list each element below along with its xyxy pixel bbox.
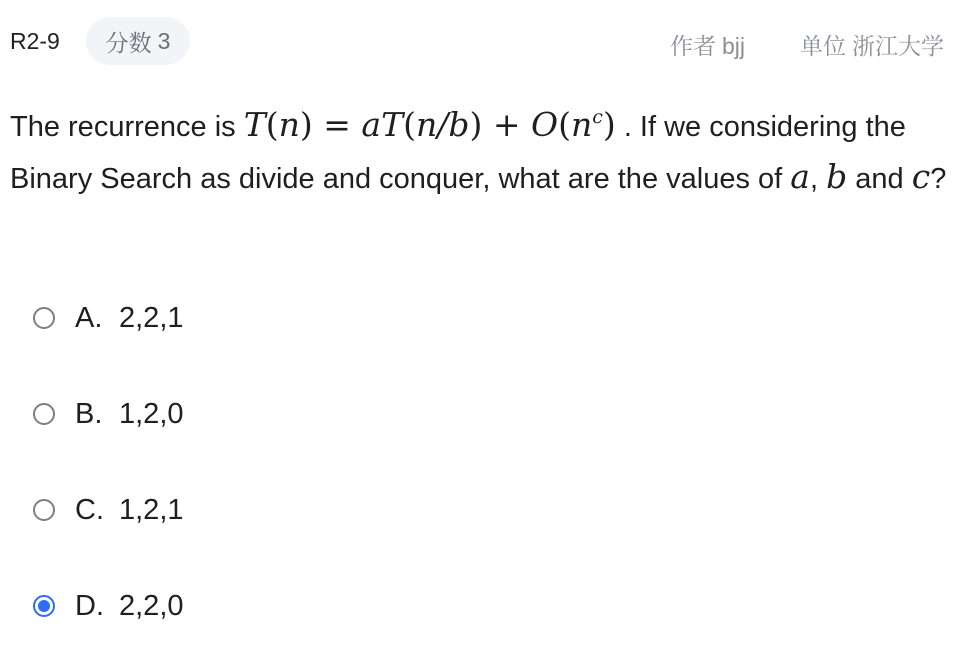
question-header	[0, 0, 962, 84]
option-b-radio[interactable]	[33, 403, 55, 425]
option-d-text: 2,2,0	[119, 589, 184, 622]
option-b[interactable]	[33, 392, 333, 436]
option-a-radio[interactable]	[33, 307, 55, 329]
org-info	[800, 28, 944, 61]
score-badge	[86, 17, 190, 65]
and-text: and	[855, 163, 904, 195]
option-c[interactable]	[33, 488, 333, 532]
question-text-after: . If we considering the Binary Search as divide and conquer, what are the values of	[10, 111, 906, 195]
option-c-text: 1,2,1	[119, 493, 184, 526]
comma: ,	[809, 163, 819, 195]
org-value: 浙江大学	[852, 33, 944, 59]
option-c-letter: C.	[75, 493, 104, 526]
question-mark: ?	[930, 163, 947, 195]
option-a-letter: A.	[75, 301, 103, 334]
score-label: 分数	[105, 29, 152, 56]
formula-big-o: O	[531, 105, 559, 144]
option-a[interactable]	[33, 296, 333, 340]
question-id: R2-9	[10, 28, 60, 54]
author-value: bjj	[722, 33, 746, 59]
formula-plus: +	[492, 105, 521, 144]
option-c-radio[interactable]	[33, 499, 55, 521]
formula-rhs-arg: n/b	[415, 105, 470, 144]
question-text-before: The recurrence is	[10, 111, 236, 143]
formula-exponent: c	[592, 106, 603, 128]
formula-lhs-func: T	[243, 105, 266, 144]
option-d-letter: D.	[75, 589, 104, 622]
option-d[interactable]	[33, 584, 333, 628]
author-label: 作者	[670, 33, 716, 59]
var-c: c	[911, 157, 931, 196]
formula-lhs-arg: n	[278, 105, 300, 144]
recurrence-formula: $T(n) = aT(n/b) + O(n^c)$	[243, 105, 616, 144]
formula-coef: a	[361, 105, 382, 144]
formula-base: n	[570, 105, 593, 144]
option-d-radio[interactable]	[33, 595, 55, 617]
score-value: 3	[157, 27, 171, 54]
var-a: a	[790, 157, 810, 196]
option-a-text: 2,2,1	[119, 301, 184, 334]
org-label: 单位	[800, 33, 846, 59]
option-b-letter: B.	[75, 397, 103, 430]
option-b-text: 1,2,0	[119, 397, 184, 430]
formula-rhs-func: T	[381, 105, 404, 144]
formula-equals: =	[323, 105, 351, 144]
var-b: b	[826, 157, 848, 196]
author-info	[670, 28, 745, 61]
question-stem	[10, 100, 950, 204]
